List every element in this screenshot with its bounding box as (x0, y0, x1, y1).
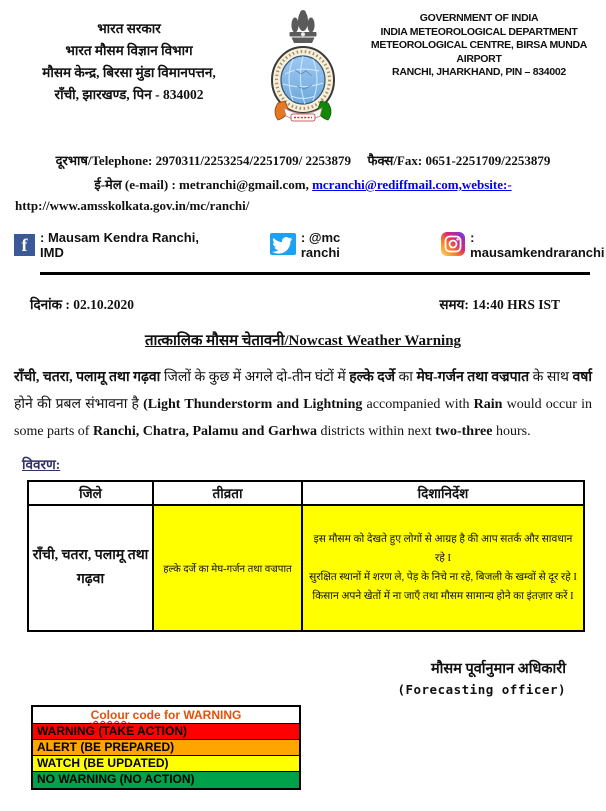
social-row (0, 230, 606, 260)
colour-code-row-watch: WATCH (BE UPDATED) (33, 756, 299, 772)
letterhead-english-line: INDIA METEOROLOGICAL DEPARTMENT (380, 25, 578, 38)
telephone-label: दूरभाष/Telephone: (55, 153, 153, 168)
table-row (28, 505, 584, 631)
imd-emblem-logo (249, 8, 357, 133)
time-value: 14:40 HRS IST (468, 297, 560, 312)
website-line (0, 198, 606, 214)
facebook-icon: f (14, 234, 35, 256)
guideline-line: इस मौसम को देखते हुए लोगों से आग्रह है की आप सतर्क और सावधान रहे I (313, 534, 573, 564)
twitter-handle: : @mc ranchi (300, 230, 341, 260)
date-time-row (0, 295, 606, 313)
warning-paragraph: राँची, चतरा, पलामू तथा गढ़वा जिलों के कुछ में अगले दो-तीन घंटों में हल्के दर्जे का मेघ-गर्जन तथा वज्रपात के साथ वर्षा होने की प्रबल संभावना है (Light Thunderstorm and Lightning accompanied with Rain would occur in some parts of Ranchi, Chatra, Palamu and Garhwa districts within next two-three hours. (14, 370, 592, 439)
telephone-line (0, 151, 606, 169)
document-title: तात्कालिक मौसम चेतावनी/Nowcast Weather Warning (144, 333, 462, 349)
letterhead-hindi (10, 8, 248, 133)
letterhead-english-line: RANCHI, JHARKHAND, PIN – 834002 (392, 66, 566, 78)
details-label: विवरण: (22, 457, 61, 472)
email-link[interactable]: mcranchi@rediffmail.com,website:- (312, 177, 512, 192)
colour-code-row-alert: ALERT (BE PREPARED) (33, 740, 299, 756)
colour-code-row-nowarning: NO WARNING (NO ACTION) (33, 772, 299, 788)
col-header-guidelines: दिशानिर्देश (302, 481, 584, 505)
signature-english: (Forecasting officer) (397, 682, 566, 697)
time-label: समय: (439, 297, 469, 312)
divider-rule (40, 272, 590, 275)
letterhead-hindi-line: भारत मौसम विज्ञान विभाग (65, 43, 193, 58)
col-header-intensity: तीव्रता (153, 481, 302, 505)
colour-code-row-warning: WARNING (TAKE ACTION) (33, 724, 299, 740)
signature-block (0, 658, 606, 697)
colour-code-title-word: Colour (90, 708, 130, 722)
instagram-icon (441, 232, 465, 259)
cell-guidelines (302, 505, 584, 631)
facebook-handle: : Mausam Kendra Ranchi, IMD (40, 230, 199, 260)
letterhead-english-line: GOVERNMENT OF INDIA (419, 12, 539, 24)
email-line (0, 175, 606, 193)
guideline-line: किसान अपने खेतों में ना जाएँ तथा मौसम सामान्य होने का इंतज़ार करें I (312, 591, 574, 602)
date-label: दिनांक : (30, 297, 70, 312)
twitter-icon (270, 233, 296, 258)
details-section (0, 445, 606, 632)
email-label: ई-मेल (e-mail) : (94, 177, 176, 192)
instagram-handle: : mausamkendraranchi (470, 230, 605, 260)
colour-code-title-rest: code for WARNING (129, 708, 242, 722)
date-value: 02.10.2020 (69, 297, 135, 312)
letterhead-hindi-line: मौसम केन्द्र, बिरसा मुंडा विमानपत्तन, (42, 65, 216, 80)
website-url: http://www.amsskolkata.gov.in/mc/ranchi/ (15, 198, 250, 213)
fax-numbers: 0651-2251709/2253879 (422, 153, 551, 168)
imd-emblem-icon (252, 8, 354, 128)
warning-details-table (27, 480, 585, 632)
colour-code-table (31, 705, 301, 790)
email-plain: metranchi@gmail.com, (175, 177, 313, 192)
contact-block (0, 151, 606, 214)
fax-label: फैक्स/Fax: (367, 153, 423, 168)
issue-date (30, 295, 134, 313)
table-header-row (28, 481, 584, 505)
letterhead-hindi-line: राँची, झारखण्ड, पिन - 834002 (54, 87, 204, 102)
col-header-districts: जिले (28, 481, 153, 505)
cell-districts: राँची, चतरा, पलामू तथा गढ़वा (28, 505, 153, 631)
letterhead (0, 0, 606, 133)
letterhead-hindi-line: भारत सरकार (97, 21, 161, 36)
telephone-numbers: 2970311/2253254/2251709/ 2253879 (152, 153, 351, 168)
signature-hindi: मौसम पूर्वानुमान अधिकारी (430, 661, 566, 677)
letterhead-english-line: METEOROLOGICAL CENTRE, BIRSA MUNDA AIRPORT (370, 39, 588, 65)
colour-code-title (33, 707, 299, 724)
issue-time (439, 295, 560, 313)
guideline-line: सुरक्षित स्थानों में शरण ले, पेड़ के निचे ना रहे, बिजली के खम्वों से दूर रहे I (309, 572, 577, 583)
letterhead-english (358, 8, 600, 133)
cell-intensity: हल्के दर्जे का मेघ-गर्जन तथा वज्रपात (153, 505, 302, 631)
